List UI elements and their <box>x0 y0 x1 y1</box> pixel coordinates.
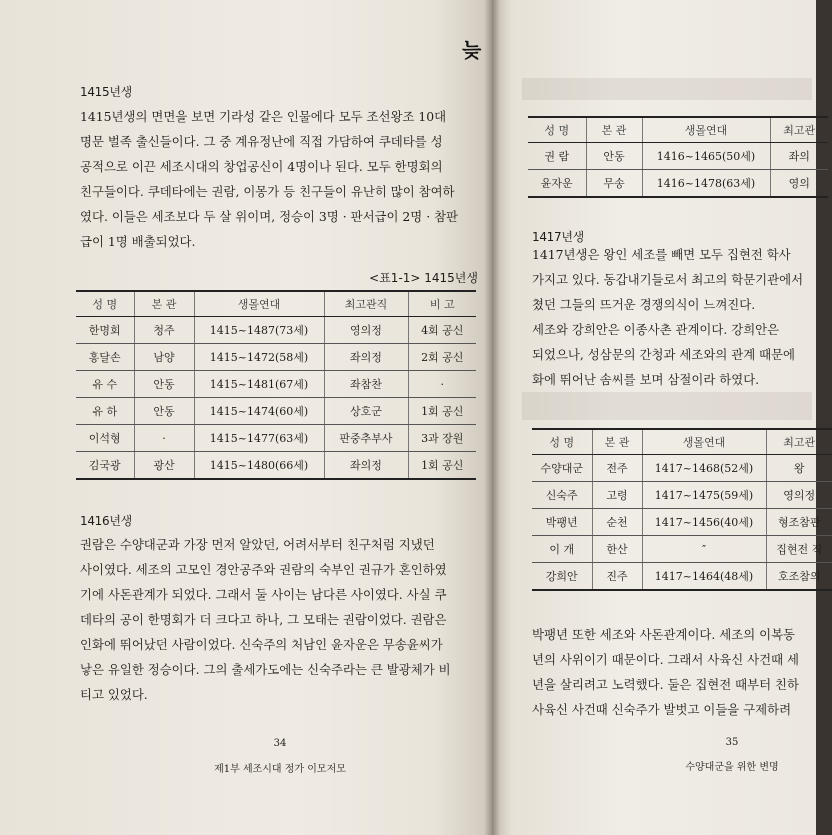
table-cell: 홍달손 <box>76 344 134 371</box>
table-cell: 1415~1481(67세) <box>194 371 324 398</box>
page-number: 34 <box>273 738 287 749</box>
table-cell: 1416~1478(63세) <box>642 170 770 198</box>
table-cell: 좌의정 <box>324 452 408 480</box>
column-header: 최고관 <box>770 117 828 143</box>
paragraph-line: 가지고 있다. 동갑내기들로서 최고의 학문기관에서 <box>532 272 804 287</box>
table-header-row <box>528 117 828 143</box>
running-title: 수양대군을 위한 변명 <box>685 762 779 773</box>
paragraph-line: 데타의 공이 한명회가 더 크다고 하나, 그 모태는 권람이었다. 권람은 <box>80 612 447 627</box>
table-cell: 이석형 <box>76 425 134 452</box>
column-header: 성 명 <box>532 429 592 455</box>
table-cell: 광산 <box>134 452 194 480</box>
table-cell: 박팽년 <box>532 509 592 536</box>
table-cell: 1415~1474(60세) <box>194 398 324 425</box>
table-row <box>532 482 832 509</box>
table-cell: 남양 <box>134 344 194 371</box>
column-header: 성 명 <box>76 291 134 317</box>
paragraph-1415 <box>80 104 458 254</box>
table-row <box>76 344 476 371</box>
table-cell: 안동 <box>134 398 194 425</box>
table-cell: 유 수 <box>76 371 134 398</box>
table-cell: 좌의 <box>770 143 828 170</box>
table-row <box>532 455 832 482</box>
paragraph-line: 세조와 강희안은 이종사촌 관계이다. 강희안은 <box>532 322 780 337</box>
table-row <box>528 170 828 198</box>
table-cell: 상호군 <box>324 398 408 425</box>
paragraph-line: 인화에 뛰어났던 사람이었다. 신숙주의 처남인 윤자운은 무송윤씨가 <box>80 637 443 652</box>
table-cell: 한명회 <box>76 317 134 344</box>
table-cell: 1415~1472(58세) <box>194 344 324 371</box>
paragraph-line: 공적으로 이끈 세조시대의 창업공신이 4명이나 된다. 모두 한명회의 <box>80 159 443 174</box>
table-cell: 왕 <box>766 455 832 482</box>
table-cell: 안동 <box>134 371 194 398</box>
column-header: 성 명 <box>528 117 586 143</box>
running-title: 제1부 세조시대 정가 이모저모 <box>214 764 346 775</box>
column-header: 생몰연대 <box>642 429 766 455</box>
table-cell: 김국광 <box>76 452 134 480</box>
table-cell: · <box>134 425 194 452</box>
table-cell: 영의정 <box>766 482 832 509</box>
table-cell: 좌참찬 <box>324 371 408 398</box>
table-cell: 안동 <box>586 143 642 170</box>
table-cell: 무송 <box>586 170 642 198</box>
table-cell: 한산 <box>592 536 642 563</box>
table-row <box>532 563 832 591</box>
paragraph-line: 친구들이다. 쿠데타에는 권람, 이몽가 등 친구들이 유난히 많이 참여하 <box>80 184 455 199</box>
table-row <box>76 317 476 344</box>
paragraph-line: 사육신 사건때 신숙주가 발벗고 이들을 구제하려 <box>532 702 792 717</box>
paragraph-line: 권람은 수양대군과 가장 먼저 알았던, 어려서부터 친구처럼 지냈던 <box>80 537 435 552</box>
table-cell: 1417~1468(52세) <box>642 455 766 482</box>
table-header-row <box>76 291 476 317</box>
bleed-through-shadow <box>522 78 812 100</box>
column-header: 생몰연대 <box>642 117 770 143</box>
table-cell: 1415~1487(73세) <box>194 317 324 344</box>
paragraph-line: 년을 살리려고 노력했다. 둘은 집현전 때부터 친하 <box>532 677 799 692</box>
paragraph-line: 박팽년 또한 세조와 사돈관계이다. 세조의 이복동 <box>532 627 796 642</box>
table-cell: 영의 <box>770 170 828 198</box>
paragraph-line: 화에 뛰어난 솜씨를 보며 삼절이라 하였다. <box>532 372 760 387</box>
paragraph-line: 기에 사돈관계가 되었다. 그래서 둘 사이는 남다른 사이였다. 사실 쿠 <box>80 587 447 602</box>
paragraph-line: 쳤던 그들의 뜨거운 경쟁의식이 느껴진다. <box>532 297 756 312</box>
paragraph-line: 사이였다. 세조의 고모인 경안공주와 권람의 숙부인 권규가 혼인하였 <box>80 562 447 577</box>
table-cell: 집현전 직 <box>766 536 832 563</box>
corner-mark: 늦 <box>462 38 482 62</box>
table-cell: ″ <box>642 536 766 563</box>
column-header: 본 관 <box>134 291 194 317</box>
right-page <box>492 0 823 835</box>
table-row <box>76 425 476 452</box>
column-header: 생몰연대 <box>194 291 324 317</box>
bleed-through-shadow <box>522 392 812 420</box>
table-cell: 고령 <box>592 482 642 509</box>
table-cell: 이 개 <box>532 536 592 563</box>
paragraph-line: 1417년생은 왕인 세조를 빼면 모두 집현전 학사 <box>532 247 791 262</box>
table-cell: 전주 <box>592 455 642 482</box>
paragraph-line: 되었으나, 성삼문의 간청과 세조와의 관계 때문에 <box>532 347 796 362</box>
table-header-row <box>532 429 832 455</box>
paragraph-line: 낳은 유일한 정승이다. 그의 출세가도에는 신숙주라는 큰 발광체가 비 <box>80 662 451 677</box>
column-header: 비 고 <box>408 291 476 317</box>
table-caption: <표1-1> 1415년생 <box>369 271 478 285</box>
birth-year-table-1417 <box>532 428 832 591</box>
paragraph-1417 <box>532 242 803 392</box>
table-cell: 1415~1480(66세) <box>194 452 324 480</box>
paragraph-1416 <box>80 532 451 707</box>
table-row <box>528 143 828 170</box>
birth-year-table-1416 <box>528 116 828 198</box>
table-cell: · <box>408 371 476 398</box>
table-cell: 영의정 <box>324 317 408 344</box>
table-cell: 3과 장원 <box>408 425 476 452</box>
table-cell: 강희안 <box>532 563 592 591</box>
paragraph-line: 급이 1명 배출되었다. <box>80 234 196 249</box>
table-cell: 1회 공신 <box>408 398 476 425</box>
section-heading-1416: 1416년생 <box>80 514 132 528</box>
table-row <box>532 536 832 563</box>
column-header: 본 관 <box>586 117 642 143</box>
table-row <box>532 509 832 536</box>
table-row <box>76 398 476 425</box>
table-row <box>76 371 476 398</box>
table-cell: 1417~1475(59세) <box>642 482 766 509</box>
table-cell: 유 하 <box>76 398 134 425</box>
table-cell: 진주 <box>592 563 642 591</box>
section-heading-1417: 1417년생 <box>532 230 584 244</box>
table-cell: 호조참의 <box>766 563 832 591</box>
paragraph-line: 년의 사위이기 때문이다. 그래서 사육신 사건때 세 <box>532 652 799 667</box>
table-cell: 권 람 <box>528 143 586 170</box>
table-cell: 좌의정 <box>324 344 408 371</box>
table-cell: 1회 공신 <box>408 452 476 480</box>
paragraph-line: 명문 벌족 출신들이다. 그 중 계유정난에 직접 가담하여 쿠데타를 성 <box>80 134 443 149</box>
table-cell: 1417~1456(40세) <box>642 509 766 536</box>
column-header: 최고관 <box>766 429 832 455</box>
table-row <box>76 452 476 480</box>
section-heading-1415: 1415년생 <box>80 85 132 99</box>
table-cell: 순천 <box>592 509 642 536</box>
table-cell: 윤자운 <box>528 170 586 198</box>
table-cell: 신숙주 <box>532 482 592 509</box>
table-cell: 형조참판 <box>766 509 832 536</box>
table-cell: 1416~1465(50세) <box>642 143 770 170</box>
table-cell: 수양대군 <box>532 455 592 482</box>
table-cell: 4회 공신 <box>408 317 476 344</box>
paragraph-closing <box>532 622 799 722</box>
column-header: 본 관 <box>592 429 642 455</box>
table-cell: 2회 공신 <box>408 344 476 371</box>
paragraph-line: 였다. 이들은 세조보다 두 살 위이며, 정승이 3명 · 판서급이 2명 · 참판 <box>80 209 459 224</box>
table-cell: 1415~1477(63세) <box>194 425 324 452</box>
paragraph-line: 티고 있었다. <box>80 687 148 702</box>
birth-year-table-1415 <box>76 290 476 480</box>
table-cell: 청주 <box>134 317 194 344</box>
column-header: 최고관직 <box>324 291 408 317</box>
paragraph-line: 1415년생의 면면을 보면 기라성 같은 인물에다 모두 조선왕조 10대 <box>80 109 447 124</box>
page-number: 35 <box>725 737 739 748</box>
table-cell: 1417~1464(48세) <box>642 563 766 591</box>
table-cell: 판중추부사 <box>324 425 408 452</box>
